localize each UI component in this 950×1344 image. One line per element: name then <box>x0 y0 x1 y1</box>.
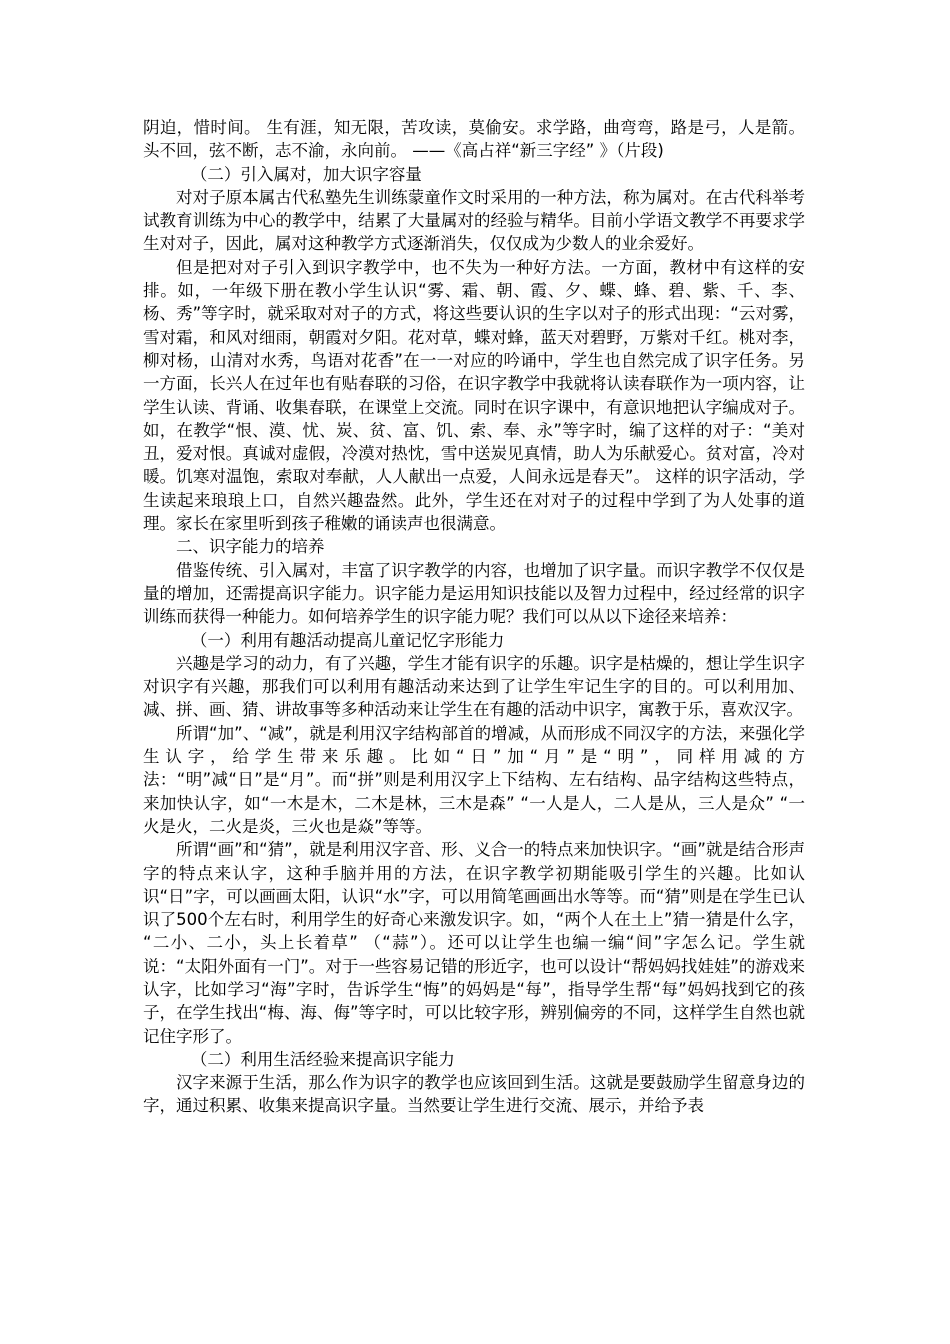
body-paragraph: 对对子原本属古代私塾先生训练蒙童作文时采用的一种方法，称为属对。在古代科举考试教育训练为中心的教学中，结累了大量属对的经验与精华。目前小学语文教学不再要求学生对对子，因此，属对这种教学方式逐渐消失，仅仅成为少数人的业余爱好。 <box>143 187 805 254</box>
section-subheading: （二）利用生活经验来提高识字能力 <box>190 1049 455 1069</box>
body-paragraph: 所谓“画”和“猜”，就是利用汉字音、形、义合一的特点来加快识字。“画”就是结合形声字的特点来认字，这种手脑并用的方法，在识字教学初期能吸引学生的兴趣。比如认识“日”字，可以画画太阳，认识“水”字，可以用简笔画画出水等等。而“猜”则是在学生已认识了500个左右时，利用学生的好奇心来激发识字。如，“两个人在土上”猜一猜是什么字， “二小、二小，头上长着草” （“蒜”）。还可以让学生也编一编“间”字怎么记。学生就说：“太阳外面有一门”。对于一些容易记错的形近字，也可以设计“帮妈妈找娃娃”的游戏来认字，比如学习“海”字时，告诉学生“悔”的妈妈是“每”，指导学生帮“每”妈妈找到它的孩子，在学生找出“梅、海、侮”等字时，可以比较字形，辨别偏旁的不同，这样学生自然也就记住字形了。 <box>143 840 805 1046</box>
body-paragraph: 汉字来源于生活，那么作为识字的教学也应该回到生活。这就是要鼓励学生留意身边的字，通过积累、收集来提高识字量。当然要让学生进行交流、展示，并给予表 <box>143 1073 805 1116</box>
body-paragraph: 但是把对对子引入到识字教学中，也不失为一种好方法。一方面，教材中有这样的安排。如，一年级下册在教小学生认识“雾、霜、朝、霞、夕、蝶、蜂、碧、紫、千、李、杨、秀”等字时，就采取对对子的方式，将这些要认识的生字以对子的形式出现：“云对雾，雪对霜，和风对细雨，朝霞对夕阳。花对草，蝶对蜂，蓝天对碧野，万紫对千红。桃对李，柳对杨，山清对水秀，鸟语对花香”在一一对应的吟诵中，学生也自然完成了识字任务。另一方面，长兴人在过年也有贴春联的习俗，在识字教学中我就将认读春联作为一项内容，让学生认读、背诵、收集春联，在课堂上交流。同时在识字课中，有意识地把认字编成对子。如，在教学“恨、漠、忧、炭、贫、富、饥、索、奉、永”等字时，编了这样的对子：“美对丑，爱对恨。真诚对虚假，冷漠对热忱，雪中送炭见真情，助人为乐献爱心。贫对富，冷对暖。饥寒对温饱，索取对奉献，人人献出一点爱，人间永远是春天”。 这样的识字活动，学生读起来琅琅上口，自然兴趣盎然。此外，学生还在对对子的过程中学到了为人处事的道理。家长在家里听到孩子稚嫩的诵读声也很满意。 <box>143 257 805 534</box>
paragraph-continuation: 阴迫，惜时间。 生有涯，知无限，苦攻读，莫偷安。求学路，曲弯弯，路是弓，人是箭。头不回，弦不断，志不渝，永向前。 ——《高占祥“新三字经” 》（片段) <box>143 118 805 161</box>
body-paragraph: 兴趣是学习的动力，有了兴趣，学生才能有识字的乐趣。识字是枯燥的，想让学生识字对识字有兴趣，那我们可以利用有趣活动来达到了让学生牢记生字的目的。可以利用加、减、拼、画、猜、讲故事等多种活动来让学生在有趣的活动中识字，寓教于乐，喜欢汉字。 <box>143 653 805 720</box>
section-subheading: （一）利用有趣活动提高儿童记忆字形能力 <box>190 630 505 650</box>
body-paragraph: 所谓“加”、“减”，就是利用汉字结构部首的增减，从而形成不同汉字的方法，来强化学生认字，给学生带来乐趣。比如“日”加“月”是“明”，同样用减的方法：“明”减“日”是“月”。而“拼”则是利用汉字上下结构、左右结构、品字结构这些特点，来加快认字，如“一木是木，二木是林，三木是森” “一人是人，二人是从，三人是众” “一火是火，二火是炎，三火也是焱”等等。 <box>143 723 805 836</box>
section-subheading: （二）引入属对，加大识字容量 <box>190 164 422 184</box>
document-page <box>143 116 805 1118</box>
section-heading: 二、识字能力的培养 <box>176 537 325 557</box>
body-paragraph: 借鉴传统、引入属对，丰富了识字教学的内容，也增加了识字量。而识字教学不仅仅是量的增加，还需提高识字能力。识字能力是运用知识技能以及智力过程中，经过经常的识字训练而获得一种能力。如何培养学生的识字能力呢？我们可以从以下途径来培养： <box>143 560 805 627</box>
